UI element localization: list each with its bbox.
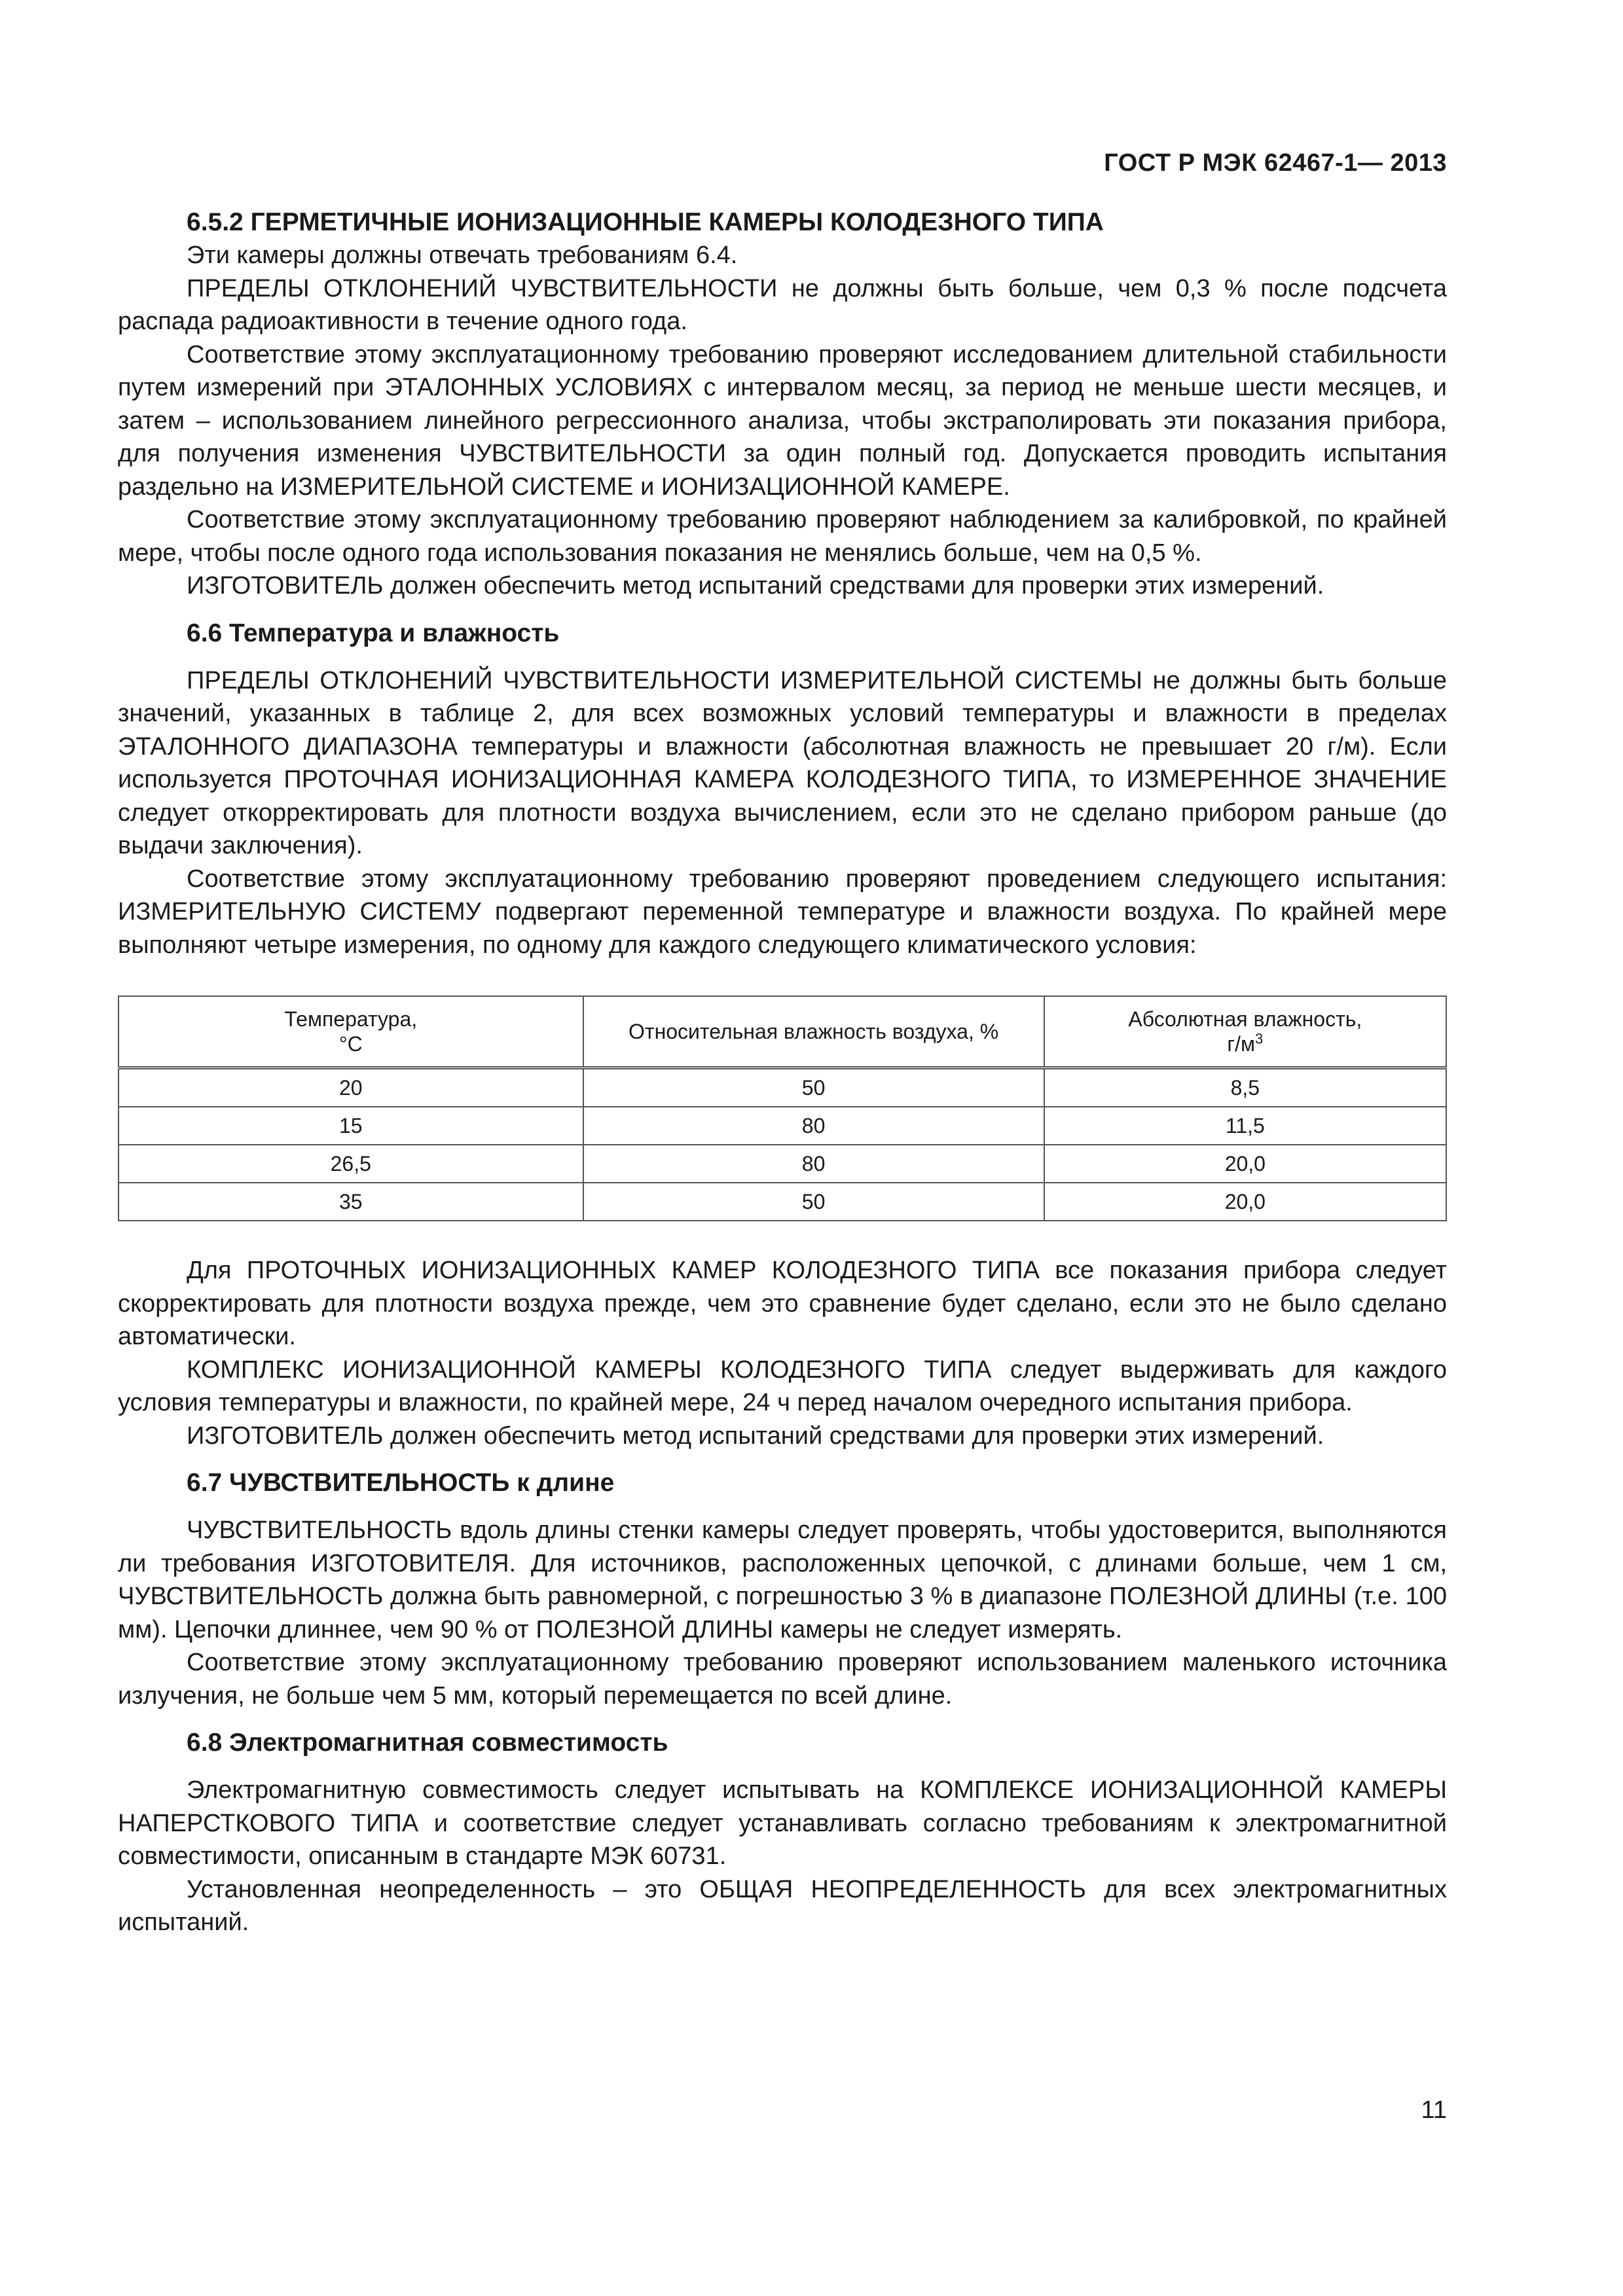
table-cell: 8,5: [1044, 1068, 1446, 1107]
section-heading-6-6: 6.6 Температура и влажность: [187, 619, 560, 647]
paragraph: ЧУВСТВИТЕЛЬНОСТЬ вдоль длины стенки камеры следует проверять, чтобы удостоверится, выполняются ли требования ИЗГОТОВИТЕЛЯ. Для источников, расположенных цепочкой, с длинами больше, чем 1 см, ЧУВСТВИТЕЛЬНОСТЬ должна быть равномерной, с погрешностью 3 % в диапазоне ПОЛЕЗНОЙ ДЛИНЫ (т.е. 100 мм). Цепочки длиннее, чем 90 % от ПОЛЕЗНОЙ ДЛИНЫ камеры не следует измерять.: [118, 1516, 1447, 1643]
section-heading-6-5-2: 6.5.2 ГЕРМЕТИЧНЫЕ ИОНИЗАЦИОННЫЕ КАМЕРЫ КОЛОДЕЗНОГО ТИПА: [187, 208, 1104, 236]
column-header-temperature: Температура, °С: [119, 996, 583, 1068]
table-row: [119, 1183, 1446, 1221]
table-row: [119, 1107, 1446, 1145]
paragraph: Соответствие этому эксплуатационному требованию проверяют наблюдением за калибровкой, по крайней мере, чтобы после одного года использования показания не менялись больше, чем на 0,5 %.: [118, 506, 1447, 567]
table-cell: 26,5: [119, 1145, 583, 1183]
table-header-row: [119, 996, 1446, 1068]
document-code-header: ГОСТ Р МЭК 62467-1— 2013: [1104, 149, 1447, 177]
table-cell: 50: [583, 1068, 1044, 1107]
paragraph: Соответствие этому эксплуатационному требованию проверяют исследованием длительной стабильности путем измерений при ЭТАЛОННЫХ УСЛОВИЯХ с интервалом месяц, за период не меньше шести месяцев, и затем – использованием линейного регрессионного анализа, чтобы экстраполировать эти показания прибора, для получения изменения ЧУВСТВИТЕЛЬНОСТИ за один полный год. Допускается проводить испытания раздельно на ИЗМЕРИТЕЛЬНОЙ СИСТЕМЕ и ИОНИЗАЦИОННОЙ КАМЕРЕ.: [118, 340, 1447, 501]
section-heading-6-8: 6.8 Электромагнитная совместимость: [187, 1729, 668, 1757]
paragraph: КОМПЛЕКС ИОНИЗАЦИОННОЙ КАМЕРЫ КОЛОДЕЗНОГО ТИПА следует выдерживать для каждого условия температуры и влажности, по крайней мере, 24 ч перед началом очередного испытания прибора.: [118, 1355, 1447, 1416]
document-page: [118, 0, 1447, 2296]
paragraph: Соответствие этому эксплуатационному требованию проверяют проведением следующего испытания: ИЗМЕРИТЕЛЬНУЮ СИСТЕМУ подвергают переменной температуре и влажности воздуха. По крайней мере выполняют четыре измерения, по одному для каждого следующего климатического условия:: [118, 865, 1447, 959]
table-cell: 50: [583, 1183, 1044, 1221]
paragraph: Для ПРОТОЧНЫХ ИОНИЗАЦИОННЫХ КАМЕР КОЛОДЕЗНОГО ТИПА все показания прибора следует скорректировать для плотности воздуха прежде, чем это сравнение будет сделано, если это не было сделано автоматически.: [118, 1257, 1447, 1350]
table-cell: 35: [119, 1183, 583, 1221]
table-cell: 80: [583, 1145, 1044, 1183]
table-cell: 15: [119, 1107, 583, 1145]
paragraph: Электромагнитную совместимость следует испытывать на КОМПЛЕКСЕ ИОНИЗАЦИОННОЙ КАМЕРЫ НАПЕРСТКОВОГО ТИПА и соответствие следует устанавливать согласно требованиям к электромагнитной совместимости, описанным в стандарте МЭК 60731.: [118, 1776, 1447, 1870]
table-cell: 20,0: [1044, 1183, 1446, 1221]
column-header-relative-humidity: Относительная влажность воздуха, %: [583, 996, 1044, 1068]
table-cell: 11,5: [1044, 1107, 1446, 1145]
table-cell: 80: [583, 1107, 1044, 1145]
paragraph: Соответствие этому эксплуатационному требованию проверяют использованием маленького источника излучения, не больше чем 5 мм, который перемещается по всей длине.: [118, 1649, 1447, 1710]
conditions-table: [118, 996, 1447, 1221]
document-body: [118, 206, 1447, 1939]
paragraph: ПРЕДЕЛЫ ОТКЛОНЕНИЙ ЧУВСТВИТЕЛЬНОСТИ не должны быть больше, чем 0,3 % после подсчета распада радиоактивности в течение одного года.: [118, 274, 1447, 335]
paragraph: Установленная неопределенность – это ОБЩАЯ НЕОПРЕДЕЛЕННОСТЬ для всех электромагнитных испытаний.: [118, 1875, 1447, 1936]
table-cell: 20: [119, 1068, 583, 1107]
table-row: [119, 1145, 1446, 1183]
page-number: 11: [1421, 2096, 1447, 2124]
section-heading-6-7: 6.7 ЧУВСТВИТЕЛЬНОСТЬ к длине: [187, 1469, 615, 1497]
column-header-absolute-humidity: Абсолютная влажность, $г/м^3$: [1044, 996, 1446, 1068]
paragraph: ИЗГОТОВИТЕЛЬ должен обеспечить метод испытаний средствами для проверки этих измерений.: [187, 572, 1324, 600]
table-row: [119, 1068, 1446, 1107]
paragraph: ПРЕДЕЛЫ ОТКЛОНЕНИЙ ЧУВСТВИТЕЛЬНОСТИ ИЗМЕРИТЕЛЬНОЙ СИСТЕМЫ не должны быть больше значений, указанных в таблице 2, для всех возможных условий температуры и влажности в пределах ЭТАЛОННОГО ДИАПАЗОНА температуры и влажности (абсолютная влажность не превышает 20 г/м). Если используется ПРОТОЧНАЯ ИОНИЗАЦИОННАЯ КАМЕРА КОЛОДЕЗНОГО ТИПА, то ИЗМЕРЕННОЕ ЗНАЧЕНИЕ следует откорректировать для плотности воздуха вычислением, если это не сделано прибором раньше (до выдачи заключения).: [118, 666, 1447, 859]
paragraph: ИЗГОТОВИТЕЛЬ должен обеспечить метод испытаний средствами для проверки этих измерений.: [187, 1422, 1324, 1450]
paragraph: Эти камеры должны отвечать требованиям 6.4.: [187, 242, 738, 269]
table-cell: 20,0: [1044, 1145, 1446, 1183]
